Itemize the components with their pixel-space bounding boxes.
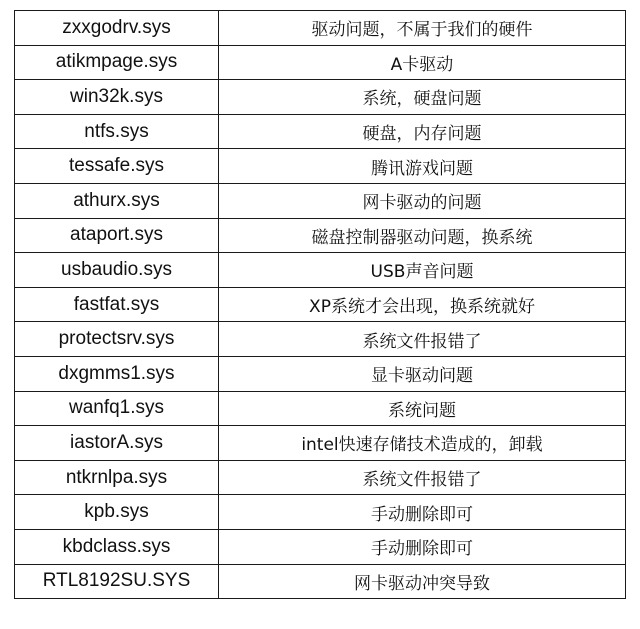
driver-issue-description: USB声音问题 [219,253,626,288]
table-row [15,45,626,80]
driver-file-name: iastorA.sys [15,426,219,461]
table-row [15,218,626,253]
driver-issue-description: intel快速存储技术造成的，卸载 [219,426,626,461]
table-row [15,80,626,115]
driver-issue-description: 硬盘，内存问题 [219,114,626,149]
driver-issue-description: 手动删除即可 [219,495,626,530]
driver-issue-description: 系统文件报错了 [219,322,626,357]
table-row [15,564,626,599]
driver-file-name: tessafe.sys [15,149,219,184]
driver-issue-description: A卡驱动 [219,45,626,80]
table-row [15,287,626,322]
driver-issue-description: 网卡驱动的问题 [219,183,626,218]
table-row [15,460,626,495]
driver-issue-description: 系统问题 [219,391,626,426]
driver-file-name: kpb.sys [15,495,219,530]
driver-file-name: usbaudio.sys [15,253,219,288]
table-row [15,11,626,46]
table-row [15,391,626,426]
driver-file-name: ntkrnlpa.sys [15,460,219,495]
driver-file-name: ataport.sys [15,218,219,253]
driver-file-name: RTL8192SU.SYS [15,564,219,599]
driver-issue-description: 手动删除即可 [219,529,626,564]
table-row [15,356,626,391]
driver-file-name: protectsrv.sys [15,322,219,357]
table-row [15,426,626,461]
driver-issue-description: 腾讯游戏问题 [219,149,626,184]
driver-error-table [14,10,626,599]
table-row [15,322,626,357]
table-row [15,495,626,530]
driver-issue-description: XP系统才会出现，换系统就好 [219,287,626,322]
driver-file-name: ntfs.sys [15,114,219,149]
driver-issue-description: 显卡驱动问题 [219,356,626,391]
driver-issue-description: 网卡驱动冲突导致 [219,564,626,599]
driver-issue-description: 驱动问题，不属于我们的硬件 [219,11,626,46]
driver-file-name: wanfq1.sys [15,391,219,426]
driver-file-name: zxxgodrv.sys [15,11,219,46]
table-row [15,529,626,564]
driver-file-name: dxgmms1.sys [15,356,219,391]
driver-issue-description: 系统文件报错了 [219,460,626,495]
driver-issue-description: 系统，硬盘问题 [219,80,626,115]
table-row [15,149,626,184]
driver-file-name: win32k.sys [15,80,219,115]
table-row [15,114,626,149]
table-row [15,183,626,218]
driver-file-name: athurx.sys [15,183,219,218]
driver-issue-description: 磁盘控制器驱动问题，换系统 [219,218,626,253]
driver-file-name: kbdclass.sys [15,529,219,564]
driver-file-name: atikmpage.sys [15,45,219,80]
table-row [15,253,626,288]
driver-file-name: fastfat.sys [15,287,219,322]
